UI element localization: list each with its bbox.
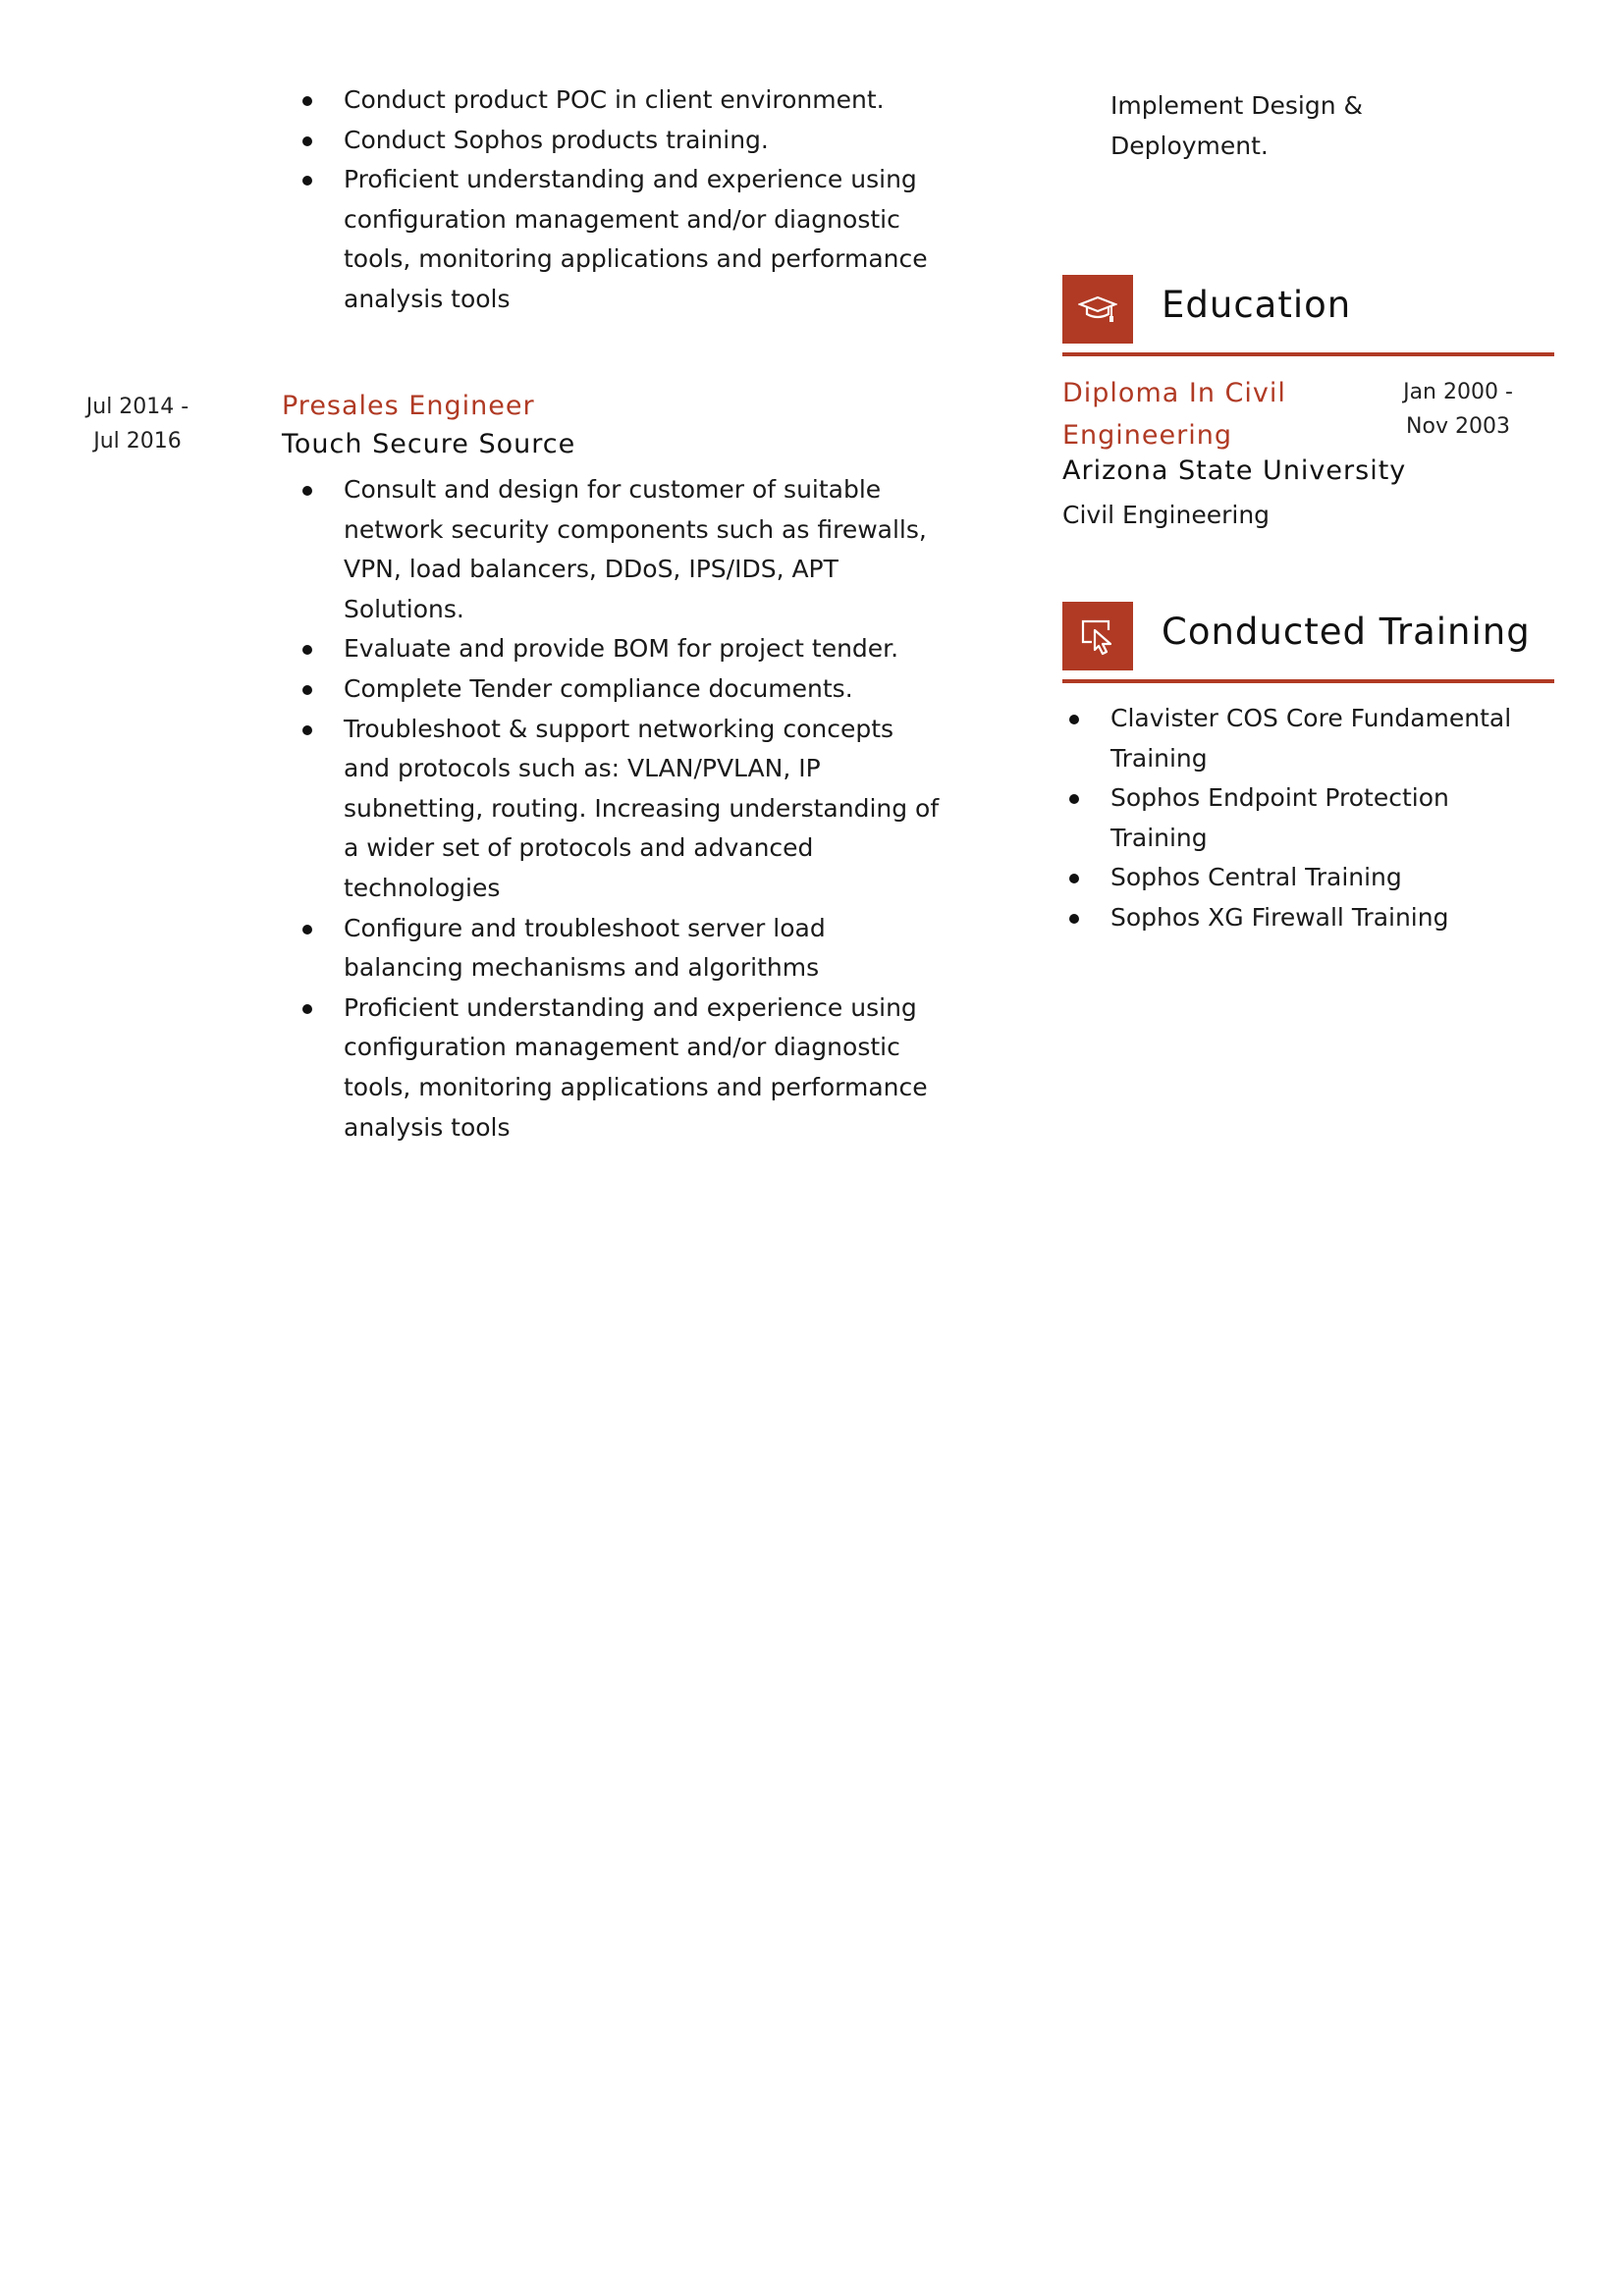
list-item	[1061, 858, 1511, 898]
education-date-start: Jan 2000 -	[1403, 380, 1513, 404]
bullet-icon	[302, 136, 312, 146]
list-item-line: Evaluate and provide BOM for project tender.	[344, 634, 899, 664]
list-item-line: Conduct product POC in client environment.	[344, 85, 885, 114]
job-role: Presales Engineer	[282, 391, 535, 421]
bullet-icon	[302, 486, 312, 496]
list-item-line: and protocols such as: VLAN/PVLAN, IP	[344, 754, 821, 783]
list-item	[295, 909, 939, 988]
graduation-cap-icon	[1062, 275, 1133, 344]
job-bullets	[295, 470, 939, 1148]
education-degree	[1062, 372, 1286, 456]
bullet-icon	[302, 96, 312, 106]
list-item-line: configuration management and/or diagnostic	[344, 1033, 900, 1062]
degree-line: Engineering	[1062, 420, 1232, 451]
list-item-line: VPN, load balancers, DDoS, IPS/IDS, APT	[344, 555, 839, 584]
job-date-end: Jul 2016	[93, 429, 182, 454]
education-school: Arizona State University	[1062, 455, 1407, 486]
bullet-icon	[302, 645, 312, 655]
bullet-icon	[1069, 794, 1079, 804]
bullet-icon	[302, 925, 312, 934]
list-item-line: Proficient understanding and experience using	[344, 992, 917, 1022]
right-continued-text	[1110, 86, 1363, 166]
list-item	[1061, 898, 1511, 938]
list-item	[1061, 778, 1511, 858]
list-item	[295, 470, 939, 629]
list-item-line: Training	[1110, 743, 1208, 773]
bullet-icon	[1069, 874, 1079, 883]
previous-job-bullets	[295, 80, 928, 320]
continued-line: Deployment.	[1110, 131, 1269, 160]
training-title: Conducted Training	[1162, 611, 1531, 653]
bullet-icon	[1069, 914, 1079, 924]
cursor-click-icon	[1062, 602, 1133, 670]
list-item	[295, 710, 939, 909]
list-item-line: network security components such as firewalls,	[344, 514, 927, 544]
bullet-icon	[302, 685, 312, 695]
bullet-icon	[302, 725, 312, 735]
list-item-line: Sophos Central Training	[1110, 863, 1402, 892]
list-item	[295, 121, 928, 161]
list-item-line: Sophos XG Firewall Training	[1110, 902, 1449, 932]
job-company: Touch Secure Source	[282, 429, 576, 459]
continued-line: Implement Design &	[1110, 91, 1364, 120]
education-field: Civil Engineering	[1062, 501, 1271, 529]
list-item-line: Troubleshoot & support networking concepts	[344, 714, 894, 743]
list-item-line: a wider set of protocols and advanced	[344, 833, 814, 863]
list-item-line: Conduct Sophos products training.	[344, 125, 769, 154]
list-item-line: subnetting, routing. Increasing understanding of	[344, 793, 940, 823]
job-date-range	[69, 390, 206, 458]
list-item-line: technologies	[344, 873, 501, 902]
job-date-start: Jul 2014 -	[85, 395, 189, 419]
list-item	[295, 988, 939, 1148]
list-item-line: Proficient understanding and experience using	[344, 165, 917, 194]
list-item-line: Configure and troubleshoot server load	[344, 913, 826, 942]
education-date-range	[1384, 375, 1532, 444]
list-item-line: Training	[1110, 823, 1208, 852]
degree-line: Diploma In Civil	[1062, 378, 1286, 408]
list-item-line: Complete Tender compliance documents.	[344, 673, 853, 703]
list-item-line: configuration management and/or diagnostic	[344, 204, 900, 234]
bullet-icon	[302, 1004, 312, 1014]
list-item	[295, 160, 928, 319]
list-item	[1061, 699, 1511, 778]
list-item-line: tools, monitoring applications and performance	[344, 1072, 928, 1101]
list-item-line: Clavister COS Core Fundamental	[1110, 704, 1512, 732]
list-item	[295, 669, 939, 710]
list-item	[295, 629, 939, 669]
list-item-line: Sophos Endpoint Protection	[1110, 783, 1449, 813]
bullet-icon	[1069, 715, 1079, 724]
list-item-line: analysis tools	[344, 284, 511, 313]
education-date-end: Nov 2003	[1406, 414, 1510, 439]
list-item	[295, 80, 928, 121]
training-list	[1061, 699, 1511, 938]
education-title: Education	[1162, 284, 1352, 326]
bullet-icon	[302, 176, 312, 186]
list-item-line: Solutions.	[344, 594, 464, 623]
education-divider	[1062, 352, 1554, 356]
list-item-line: tools, monitoring applications and performance	[344, 244, 928, 274]
training-divider	[1062, 679, 1554, 683]
list-item-line: balancing mechanisms and algorithms	[344, 953, 820, 983]
list-item-line: analysis tools	[344, 1112, 511, 1142]
list-item-line: Consult and design for customer of suitable	[344, 475, 882, 504]
